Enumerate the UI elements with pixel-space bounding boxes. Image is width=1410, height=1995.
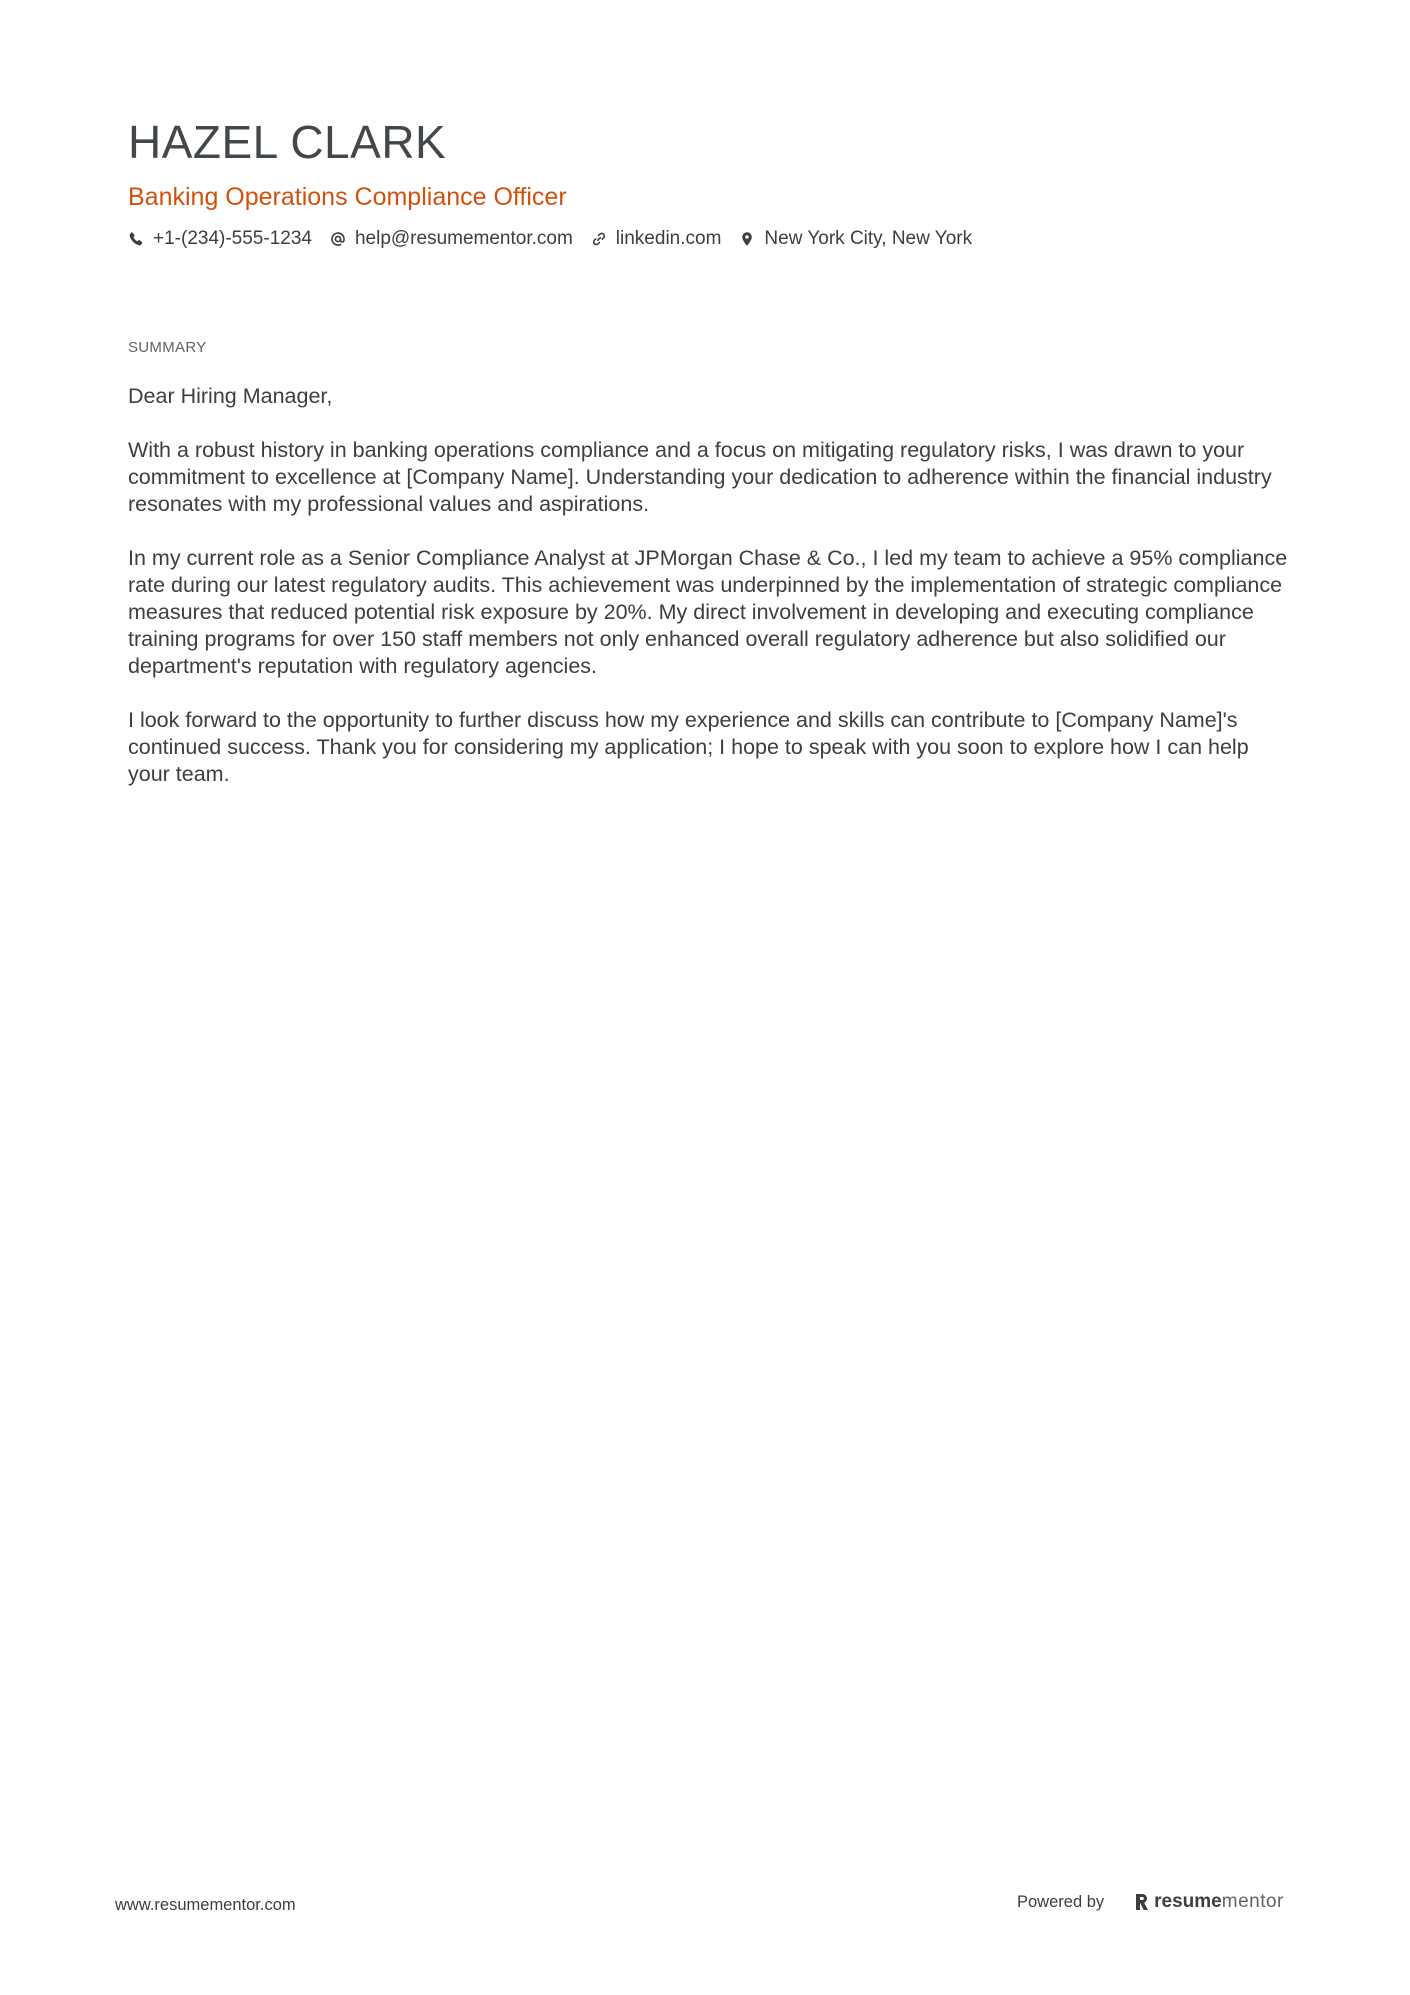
letter-paragraph: In my current role as a Senior Compliance Analyst at JPMorgan Chase & Co., I led my team to achieve a 95% compliance rate during our latest regulatory audits. This achievement was underpinned by the implementation of strategic compliance measures that reduced potential risk exposure by 20%. My direct involvement in developing and executing compliance training programs for over 150 staff members not only enhanced overall regulatory adherence but also solidified our department's reputation with regulatory agencies. [128,546,1288,678]
footer-website-link[interactable]: www.resumementor.com [115,1896,296,1914]
contact-bar [128,226,990,252]
phone-number[interactable]: +1-(234)-555-1234 [153,228,312,249]
contact-location [739,226,972,252]
powered-by [1017,1891,1284,1913]
location-pin-icon [739,231,755,247]
section-heading-summary: SUMMARY [128,339,207,356]
contact-email [330,226,573,252]
letter-body [128,383,1288,815]
brand-name-part-b: mentor [1221,1891,1284,1912]
location-text: New York City, New York [764,228,973,249]
link-icon [591,231,607,247]
letter-paragraph: I look forward to the opportunity to further discuss how my experience and skills can contribute to [Company Name]'s continued success. Thank you for considering my application; I hope to speak with you soon to explore how I can help your team. [128,708,1249,786]
at-icon [330,231,346,247]
brand-name-part-a: resume [1154,1891,1222,1912]
brand-name [1154,1891,1284,1913]
email-address[interactable]: help@resumementor.com [354,228,573,249]
brand-logo[interactable] [1134,1891,1284,1913]
phone-icon [128,231,144,247]
letter-paragraph: With a robust history in banking operations compliance and a focus on mitigating regulatory risks, I was drawn to your commitment to excellence at [Company Name]. Understanding your dedication to adherence within the financial industry resonates with my professional values and aspirations. [128,438,1272,516]
contact-phone [128,226,312,252]
salutation: Dear Hiring Manager, [128,384,333,408]
brand-mark-icon [1134,1892,1150,1912]
linkedin-link[interactable]: linkedin.com [615,228,722,249]
candidate-name: HAZEL CLARK [128,116,447,168]
job-title: Banking Operations Compliance Officer [128,183,567,211]
contact-linkedin [591,226,722,252]
powered-by-label: Powered by [1017,1893,1105,1911]
